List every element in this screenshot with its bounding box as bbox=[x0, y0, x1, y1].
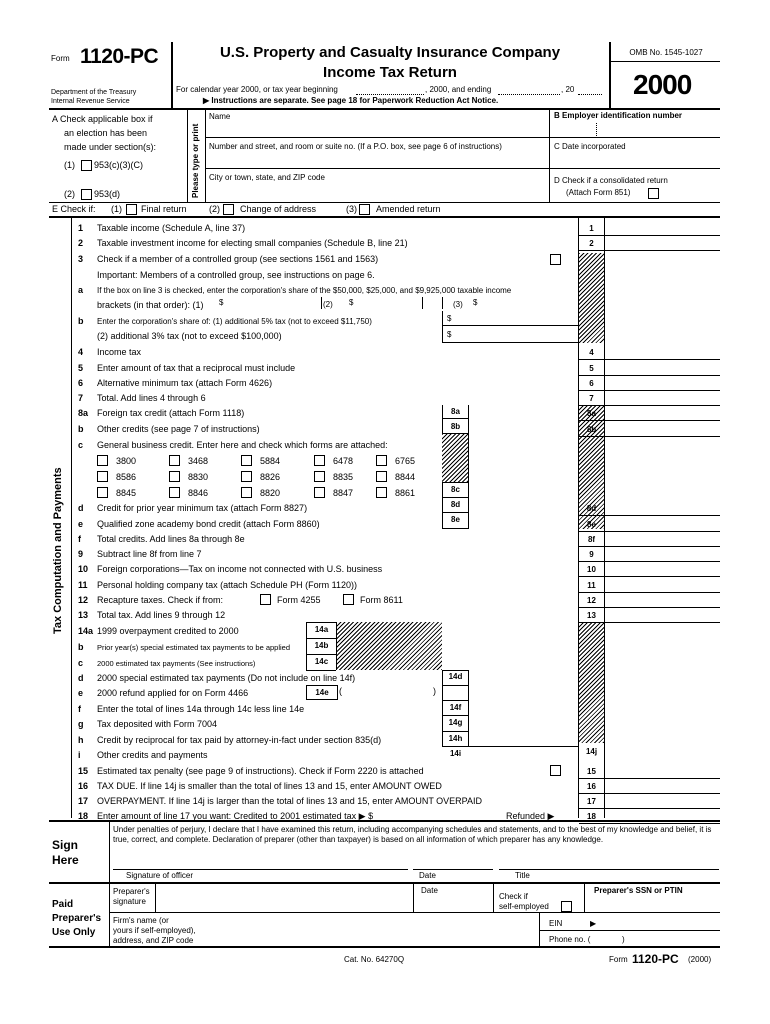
line-number: 14a bbox=[78, 626, 94, 636]
street-label: Number and street, and room or suite no. (If a P.O. box, see page 6 of instructions) bbox=[209, 142, 502, 151]
line-amount-field[interactable] bbox=[605, 501, 719, 515]
catalog-number: Cat. No. 64270Q bbox=[344, 955, 405, 964]
credit-form-checkbox[interactable] bbox=[169, 487, 180, 498]
bracket-3-input[interactable] bbox=[472, 299, 572, 309]
line-amount-field[interactable] bbox=[605, 345, 719, 359]
line-label: Credit for prior year minimum tax (attach Form 8827) bbox=[97, 503, 308, 513]
line-label: 2000 special estimated tax payments (Do not include on line 14f) bbox=[97, 673, 356, 683]
opt2-label: (2) bbox=[64, 189, 75, 199]
form-4255-checkbox[interactable] bbox=[260, 594, 271, 605]
line-label: Total. Add lines 4 through 6 bbox=[97, 393, 206, 403]
line-label: Enter the total of lines 14a through 14c less line 14e bbox=[97, 704, 305, 714]
line-number: b bbox=[78, 642, 84, 652]
line-label: 2000 estimated tax payments (See instructions) bbox=[97, 659, 256, 668]
line-label: Taxable income (Schedule A, line 37) bbox=[97, 223, 246, 233]
line-box-number: 18 bbox=[587, 812, 596, 821]
line-amount-field[interactable] bbox=[605, 236, 719, 250]
line-number: b bbox=[78, 424, 84, 434]
change-address-label: Change of address bbox=[240, 204, 317, 214]
line-label: Foreign corporations—Tax on income not connected with U.S. business bbox=[97, 564, 383, 574]
credit-form-label: 8844 bbox=[395, 472, 416, 482]
line-box-number: 5 bbox=[589, 364, 594, 373]
form-number: 1120-PC bbox=[80, 45, 159, 68]
footer-form-word: Form bbox=[609, 955, 628, 964]
line-number: 6 bbox=[78, 378, 84, 388]
officer-sig-label: Signature of officer bbox=[126, 871, 194, 880]
line-box-number: 9 bbox=[589, 550, 594, 559]
tax-year-begin-field[interactable] bbox=[356, 94, 424, 95]
form-word: Form bbox=[51, 54, 70, 63]
credit-form-checkbox[interactable] bbox=[376, 455, 387, 466]
line-rule bbox=[579, 622, 720, 623]
controlled-group-checkbox[interactable] bbox=[550, 254, 561, 265]
line-box-number: 8b bbox=[586, 425, 597, 434]
form-4255-label: Form 4255 bbox=[277, 595, 321, 605]
line-box-number: 12 bbox=[587, 596, 596, 605]
city-label: City or town, state, and ZIP code bbox=[209, 173, 325, 182]
ein-label: B Employer identification number bbox=[554, 111, 683, 120]
form-2220-checkbox[interactable] bbox=[550, 765, 561, 776]
opt1-label: (1) bbox=[64, 160, 75, 170]
credit-form-checkbox[interactable] bbox=[314, 487, 325, 498]
line-label: Tax deposited with Form 7004 bbox=[97, 719, 218, 729]
preparer-sig-label2: signature bbox=[113, 897, 146, 906]
line-box-number: 8d bbox=[586, 504, 597, 513]
paid-title: Paid bbox=[52, 899, 74, 910]
line-rule bbox=[579, 250, 720, 251]
line-amount-field[interactable] bbox=[605, 422, 719, 436]
line-label: Other credits and payments bbox=[97, 750, 208, 760]
credit-form-label: 8835 bbox=[333, 472, 354, 482]
line-label: Enter the corporation's share of: (1) additional 5% tax (not to exceed $11,750) bbox=[97, 317, 372, 326]
preparer-signature-field[interactable] bbox=[157, 886, 407, 910]
final-return-label: Final return bbox=[141, 204, 187, 214]
line-box-number: 4 bbox=[589, 348, 594, 357]
tax-year-end-year-field[interactable] bbox=[578, 94, 602, 95]
line-box-number: 16 bbox=[587, 782, 596, 791]
credit-form-checkbox[interactable] bbox=[314, 471, 325, 482]
row-e-o1: (1) bbox=[111, 204, 122, 214]
check-box-a-label: A Check applicable box if bbox=[52, 114, 153, 124]
credit-form-checkbox[interactable] bbox=[241, 455, 252, 466]
line-number: b bbox=[78, 316, 84, 326]
line-box-number: 8a bbox=[587, 409, 596, 418]
bracket-2-input[interactable] bbox=[348, 299, 438, 309]
line-amount-field[interactable] bbox=[605, 376, 719, 390]
line-label: Enter amount of line 17 you want: Credited to 2001 estimated tax ▶ $ bbox=[97, 811, 374, 821]
line-label: Subtract line 8f from line 7 bbox=[97, 549, 202, 559]
preparer-date-label: Date bbox=[421, 886, 438, 895]
preparer-ein-label: EIN bbox=[549, 919, 563, 928]
perjury-statement: Under penalties of perjury, I declare that I have examined this return, including accompanying schedules and statements, and to the best of my knowledge and belief, it is true, correct, and complete. Declaration of preparer (other than taxpayer) is based on all information of which preparer has any knowledge. bbox=[113, 825, 712, 844]
line-label: Total tax. Add lines 9 through 12 bbox=[97, 610, 226, 620]
line-label: If the box on line 3 is checked, enter the corporation's share of the $50,000, $25,000, and $9,925,000 taxable income bbox=[97, 286, 512, 295]
line-number: h bbox=[78, 735, 84, 745]
line-number: 2 bbox=[78, 238, 84, 248]
line-amount-field[interactable] bbox=[605, 593, 719, 607]
line-amount-field[interactable] bbox=[605, 794, 719, 808]
consolidated-label: D Check if a consolidated return bbox=[554, 176, 668, 185]
line-label: Prior year(s) special estimated tax payments to be applied bbox=[97, 643, 291, 652]
line-label: Other credits (see page 7 of instructions) bbox=[97, 424, 260, 434]
line-number: 5 bbox=[78, 363, 84, 373]
form-title: U.S. Property and Casualty Insurance Company bbox=[219, 44, 561, 61]
line-amount-field[interactable] bbox=[605, 608, 719, 622]
credit-form-label: 3800 bbox=[116, 456, 137, 466]
consolidated-return-checkbox[interactable] bbox=[648, 188, 659, 199]
credit-form-label: 8847 bbox=[333, 488, 354, 498]
credit-form-checkbox[interactable] bbox=[376, 471, 387, 482]
line-box-number: 1 bbox=[589, 224, 594, 233]
line-box-number: 8f bbox=[587, 535, 596, 544]
line-number: e bbox=[78, 688, 84, 698]
please-type-label: Please type or print bbox=[191, 123, 200, 198]
line-label: Important: Members of a controlled group, see instructions on page 6. bbox=[97, 270, 375, 280]
line-amount-field[interactable] bbox=[605, 578, 719, 592]
tax-year-end-field[interactable] bbox=[498, 94, 560, 95]
line-amount-field[interactable] bbox=[605, 547, 719, 561]
amended-return-label: Amended return bbox=[376, 204, 441, 214]
credit-form-label: 8826 bbox=[260, 472, 281, 482]
tax-computation-side-label: Tax Computation and Payments bbox=[52, 467, 64, 634]
line-number: 13 bbox=[78, 610, 89, 620]
line-number: c bbox=[78, 440, 84, 450]
line-box-number: 15 bbox=[587, 767, 596, 776]
calendar-year-text: For calendar year 2000, or tax year beginning bbox=[176, 85, 338, 94]
line-label: Personal holding company tax (attach Schedule PH (Form 1120)) bbox=[97, 580, 357, 590]
line-number: a bbox=[78, 285, 84, 295]
line-box-number: 17 bbox=[587, 797, 596, 806]
line-box-number: 7 bbox=[589, 394, 594, 403]
line-number: 3 bbox=[78, 254, 84, 264]
line-number: i bbox=[78, 750, 81, 760]
line-number: f bbox=[78, 704, 81, 714]
instructions-note: ▶ Instructions are separate. See page 18 for Paperwork Reduction Act Notice. bbox=[203, 96, 499, 105]
dept-treasury: Department of the Treasury bbox=[51, 89, 137, 96]
box-14j: 14j bbox=[585, 747, 598, 756]
name-label: Name bbox=[209, 112, 231, 121]
line-amount-field[interactable] bbox=[605, 406, 719, 420]
line-label: Qualified zone academy bond credit (attach Form 8860) bbox=[97, 519, 320, 529]
check-box-a-line2: an election has been bbox=[64, 128, 148, 138]
line-rule bbox=[579, 359, 720, 360]
form-subtitle: Income Tax Return bbox=[323, 64, 457, 81]
phone-label: Phone no. ( bbox=[549, 935, 591, 944]
row-e-o3: (3) bbox=[346, 204, 357, 214]
credit-form-checkbox[interactable] bbox=[314, 455, 325, 466]
line-number: 8a bbox=[78, 408, 89, 418]
line-label: Taxable investment income for electing small companies (Schedule B, line 21) bbox=[97, 238, 408, 248]
refunded-label: Refunded ▶ bbox=[506, 811, 555, 821]
line-label: Total credits. Add lines 8a through 8e bbox=[97, 534, 245, 544]
credit-form-label: 8845 bbox=[116, 488, 137, 498]
credit-form-checkbox[interactable] bbox=[241, 487, 252, 498]
firm-name-label: Firm's name (or bbox=[113, 916, 169, 925]
preparer-sig-label: Preparer's bbox=[113, 887, 150, 896]
amended-return-checkbox[interactable] bbox=[359, 204, 370, 215]
firm-name-label2: yours if self-employed), bbox=[113, 926, 196, 935]
line-number: c bbox=[78, 658, 84, 668]
sign-title: Sign bbox=[52, 838, 78, 852]
check-box-a-line3: made under section(s): bbox=[64, 142, 157, 152]
line-number: 17 bbox=[78, 796, 89, 806]
credit-form-checkbox[interactable] bbox=[97, 471, 108, 482]
line-rule bbox=[579, 420, 720, 421]
line-label: Check if a member of a controlled group (see sections 1561 and 1563) bbox=[97, 254, 379, 264]
ein-field[interactable] bbox=[596, 123, 597, 136]
row-e-label: E Check if: bbox=[52, 204, 96, 214]
line-box-number: 6 bbox=[589, 379, 594, 388]
line-number: 4 bbox=[78, 347, 84, 357]
credit-form-label: 8830 bbox=[188, 472, 209, 482]
line-number: 10 bbox=[78, 564, 89, 574]
credit-form-label: 8861 bbox=[395, 488, 416, 498]
officer-date-label: Date bbox=[419, 871, 436, 880]
line-amount-field[interactable] bbox=[605, 391, 719, 405]
tax-year: 2000 bbox=[633, 69, 692, 100]
line-number: 7 bbox=[78, 393, 84, 403]
footer-form-number: 1120-PC bbox=[632, 952, 679, 966]
line-rule bbox=[579, 515, 720, 516]
line-number: g bbox=[78, 719, 84, 729]
line-box-number: 13 bbox=[587, 611, 596, 620]
line-box-number: 2 bbox=[589, 239, 594, 248]
year-20-text: , 20 bbox=[561, 85, 575, 94]
line-number: d bbox=[78, 503, 84, 513]
preparer-title: Preparer's bbox=[52, 913, 102, 924]
line-rule bbox=[579, 436, 720, 437]
consolidated-attach: (Attach Form 851) bbox=[566, 188, 631, 197]
line-box-number: 10 bbox=[587, 565, 596, 574]
omb-number: OMB No. 1545-1027 bbox=[629, 48, 703, 57]
credit-form-label: 8846 bbox=[188, 488, 209, 498]
line-number: 16 bbox=[78, 781, 89, 791]
line-number: 18 bbox=[78, 811, 89, 821]
credit-form-checkbox[interactable] bbox=[97, 455, 108, 466]
line-label: Credit by reciprocal for tax paid by attorney-in-fact under section 835(d) bbox=[97, 735, 382, 745]
officer-title-label: Title bbox=[515, 871, 530, 880]
line-label: brackets (in that order): (1) bbox=[97, 300, 204, 310]
line-number: 11 bbox=[78, 580, 88, 590]
self-employed-checkbox[interactable] bbox=[561, 901, 572, 912]
line-label: Income tax bbox=[97, 347, 142, 357]
opt2-text: 953(d) bbox=[94, 189, 121, 199]
officer-title-field[interactable] bbox=[499, 869, 719, 870]
line-label: General business credit. Enter here and check which forms are attached: bbox=[97, 440, 388, 450]
change-address-checkbox[interactable] bbox=[223, 204, 234, 215]
line-box-number: 8e bbox=[587, 520, 596, 529]
line-number: 15 bbox=[78, 766, 89, 776]
credit-form-label: 3468 bbox=[188, 456, 209, 466]
line-number: 9 bbox=[78, 549, 84, 559]
credit-form-checkbox[interactable] bbox=[169, 455, 180, 466]
election-953c-checkbox[interactable] bbox=[81, 160, 92, 171]
line-amount-field[interactable] bbox=[605, 532, 719, 546]
line-number: f bbox=[78, 534, 81, 544]
credit-form-label: 5884 bbox=[260, 456, 281, 466]
line-amount-field[interactable] bbox=[605, 221, 719, 235]
line-amount-field[interactable] bbox=[605, 361, 719, 375]
credit-form-checkbox[interactable] bbox=[376, 487, 387, 498]
line-label: Recapture taxes. Check if from: bbox=[97, 595, 224, 605]
line-label: 2000 refund applied for on Form 4466 bbox=[97, 688, 249, 698]
election-953d-checkbox[interactable] bbox=[81, 189, 92, 200]
footer-year: (2000) bbox=[688, 955, 712, 964]
self-employed-label: Check if bbox=[499, 892, 528, 901]
line-label: 1999 overpayment credited to 2000 bbox=[97, 626, 239, 636]
credit-form-label: 8820 bbox=[260, 488, 281, 498]
date-incorporated-label: C Date incorporated bbox=[554, 142, 626, 151]
row-e-o2: (2) bbox=[209, 204, 220, 214]
preparer-ssn-label: Preparer's SSN or PTIN bbox=[594, 886, 683, 895]
line-amount-field[interactable] bbox=[605, 517, 719, 531]
credit-form-label: 6478 bbox=[333, 456, 354, 466]
self-employed-label2: self-employed bbox=[499, 902, 549, 911]
line-label: Foreign tax credit (attach Form 1118) bbox=[97, 408, 245, 418]
line-label: (2) additional 3% tax (not to exceed $100,000) bbox=[97, 331, 282, 341]
line-amount-field[interactable] bbox=[605, 562, 719, 576]
line-label: OVERPAYMENT. If line 14j is larger than the total of lines 13 and 15, enter AMOUNT OVERPAID bbox=[97, 796, 483, 806]
credit-form-checkbox[interactable] bbox=[97, 487, 108, 498]
final-return-checkbox[interactable] bbox=[126, 204, 137, 215]
opt1-text: 953(c)(3)(C) bbox=[94, 160, 144, 170]
line-amount-field[interactable] bbox=[605, 764, 719, 778]
line-label: TAX DUE. If line 14j is smaller than the total of lines 13 and 15, enter AMOUNT OWED bbox=[97, 781, 442, 791]
credit-form-checkbox[interactable] bbox=[241, 471, 252, 482]
credit-form-label: 8586 bbox=[116, 472, 137, 482]
credit-form-label: 6765 bbox=[395, 456, 416, 466]
line-label: Enter amount of tax that a reciprocal must include bbox=[97, 363, 296, 373]
line-label: Estimated tax penalty (see page 9 of instructions). Check if Form 2220 is attached bbox=[97, 766, 424, 776]
form-8611-checkbox[interactable] bbox=[343, 594, 354, 605]
sign-here-title: Here bbox=[52, 853, 79, 867]
bracket-1-input[interactable] bbox=[218, 299, 318, 309]
line-rule bbox=[579, 576, 720, 577]
ending-text: , 2000, and ending bbox=[425, 85, 492, 94]
irs-label: Internal Revenue Service bbox=[51, 98, 130, 105]
line-number: 12 bbox=[78, 595, 89, 605]
line-number: 1 bbox=[78, 223, 84, 233]
firm-name-label3: address, and ZIP code bbox=[113, 936, 194, 945]
line-rule bbox=[579, 823, 720, 824]
form-8611-label: Form 8611 bbox=[360, 595, 403, 605]
officer-signature-field[interactable] bbox=[113, 869, 408, 870]
line-box-number: 11 bbox=[587, 581, 596, 590]
line-number: d bbox=[78, 673, 84, 683]
officer-date-field[interactable] bbox=[413, 869, 493, 870]
line-number: e bbox=[78, 519, 84, 529]
line-label: Alternative minimum tax (attach Form 4626) bbox=[97, 378, 273, 388]
line-amount-field[interactable] bbox=[605, 779, 719, 793]
credit-form-checkbox[interactable] bbox=[169, 471, 180, 482]
use-only-title: Use Only bbox=[52, 927, 96, 938]
